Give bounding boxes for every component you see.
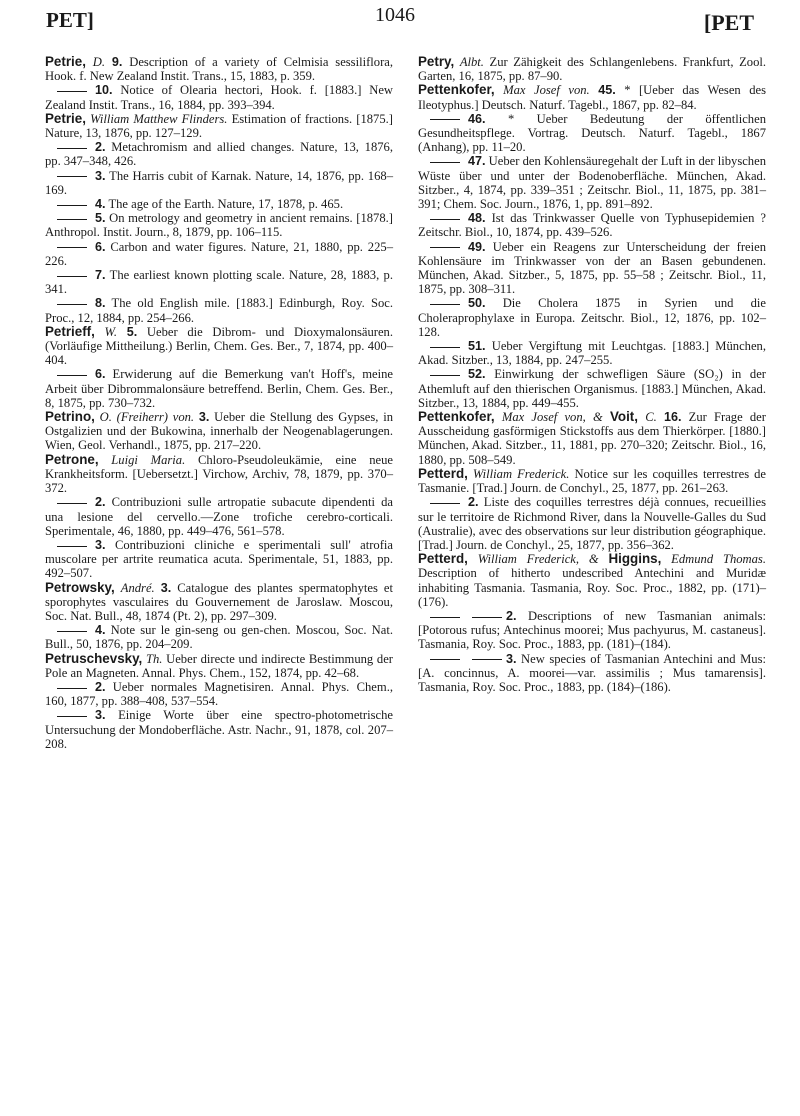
entry-number: 48. <box>468 211 486 226</box>
entry-number: 2. <box>468 495 479 510</box>
bibliography-entry <box>418 367 766 410</box>
entry-number: 5. <box>95 211 106 226</box>
ditto-rule <box>57 631 87 632</box>
bibliography-entry <box>45 495 393 538</box>
author-given-name: William Matthew Flinders. <box>90 111 228 126</box>
ditto-rule <box>430 119 460 120</box>
entry-text: Catalogue des plantes spermatophytes et sporophytes vasculaires du Gouvernement de Jaroslaw. Moscou, Soc. Nat. Bull., 48, 1874 (Pt. 2), pp. 297–309. <box>45 580 393 623</box>
entry-text: Die Cholera 1875 in Syrien und die Choleraprophylaxe in Europa. Zeitschr. Biol., 12, 1876, pp. 102–128. <box>418 296 766 339</box>
entry-number: 2. <box>95 140 106 155</box>
author-name: Petterd, <box>418 465 468 481</box>
ditto-rule <box>430 347 460 348</box>
entry-text: Zur Frage der Ausscheidung gasförmigen Stickstoffs aus dem Thierkörper. [1880.] München, Akad. Sitzber., 11, 1881, pp. 270–320; Zeitschr. Biol., 16, 1880, pp. 508–549. <box>418 410 766 467</box>
entry-number: 4. <box>95 197 106 212</box>
bibliography-entry <box>418 467 766 495</box>
bibliography-entry <box>45 211 393 239</box>
entry-text: Zur Zähigkeit des Schlangenlebens. Frankfurt, Zool. Garten, 16, 1875, pp. 87–90. <box>418 55 767 84</box>
entry-number: 3. <box>198 410 210 425</box>
author-name: Petrieff, <box>45 323 95 339</box>
bibliography-entry <box>418 410 766 467</box>
entry-number: 6. <box>95 367 106 382</box>
author-given-name: André. <box>120 580 155 595</box>
entry-text: New species of Tasmanian Antechini and Mus: [A. concinnus, A. moorei—var. assimilis ; Mus tamarensis]. Tasmania, Roy. Soc. Proc., 1883, pp. (184)–(186). <box>418 651 766 694</box>
bibliography-entry <box>45 240 393 268</box>
bibliography-entry <box>45 140 393 168</box>
entry-text: Erwiderung auf die Bemerkung van't Hoff's, meine Arbeit über Dibrommalonsäure betreffend. Berlin, Chem. Ges. Ber., 8, 1875, pp. 730–732. <box>45 367 393 410</box>
ditto-rule <box>57 176 87 177</box>
entry-text: Einwirkung der schwefligen Säure (SO₂) in der Athemluft auf den thierischen Organismus. [1883.] München, Akad. Sitzber., 13, 1884, pp. 449–455. <box>418 367 766 410</box>
ditto-rule <box>430 219 460 220</box>
entry-text: The old English mile. [1883.] Edinburgh, Roy. Soc. Proc., 12, 1884, pp. 254–266. <box>45 296 394 325</box>
entry-number: 9. <box>111 55 123 69</box>
ditto-rule <box>57 375 87 376</box>
page-number: 1046 <box>375 4 415 26</box>
ditto-rule <box>472 617 502 618</box>
entry-text: Ueber die Dibrom- und Dioxymalonsäuren. (Vorläufige Mittheilung.) Berlin, Chem. Ges. Ber., 7, 1874, pp. 400–404. <box>45 324 394 368</box>
entry-text: Einige Worte über eine spectro-photometrische Untersuchung der Mondoberfläche. Astr. Nachr., 91, 1878, col. 207–208. <box>45 708 393 751</box>
ditto-rule <box>57 91 87 92</box>
bibliography-entry <box>45 112 393 140</box>
author-name: Petrie, <box>45 110 86 126</box>
bibliography-entry <box>418 55 766 83</box>
bibliography-entry <box>418 609 766 652</box>
ditto-rule <box>57 205 87 206</box>
entry-number: 2. <box>95 679 106 694</box>
bibliography-entry <box>45 623 393 651</box>
bibliography-entry <box>418 211 766 239</box>
entry-number: 45. <box>598 83 616 98</box>
entry-number: 3. <box>95 708 106 723</box>
author-given-name: Max Josef von. <box>503 83 590 98</box>
author-given-name: Albt. <box>459 55 484 69</box>
entry-text: Ueber die Stellung des Gypses, in Ostgalizien und der Bukowina, innerhalb der Neogenablagerungen. Wien, Geol. Verhandl., 1875, pp. 217–220. <box>45 410 393 453</box>
entry-number: 52. <box>468 367 486 382</box>
entry-text: Contribuzioni sulle artropatie subacute dipendenti da una lesione del cervello.—Zone trofiche cerebro-corticali. Sperimentale, 46, 1880, pp. 449–476, 561–578. <box>45 495 393 538</box>
entry-text: * Ueber Bedeutung der öffentlichen Gesundheitspflege. Vortrag. Deutsch. Naturf. Tagebl., 1867 (Anhang), pp. 11–20. <box>418 111 766 155</box>
bibliography-entry <box>45 296 393 324</box>
ditto-rule <box>57 688 87 689</box>
entry-number: 4. <box>95 623 106 638</box>
bibliography-entry <box>45 367 393 410</box>
entry-number: 7. <box>95 268 106 283</box>
bibliography-entry <box>45 410 393 453</box>
entry-text: Notice of Olearia hectori, Hook. f. [1883.] New Zealand Instit. Trans., 16, 1884, pp. 393–394. <box>45 83 394 112</box>
bibliography-entry <box>418 339 766 367</box>
coauthor-name: Voit, <box>609 409 638 425</box>
ditto-rule <box>430 617 460 618</box>
bibliography-entry <box>418 83 766 111</box>
entry-text: The Harris cubit of Karnak. Nature, 14, 1876, pp. 168–169. <box>45 168 393 197</box>
entry-text: Metachromism and allied changes. Nature, 13, 1876, pp. 347–348, 426. <box>45 140 393 169</box>
bibliography-entry <box>418 296 766 339</box>
entry-number: 46. <box>468 111 486 126</box>
bibliography-entry <box>45 680 393 708</box>
entry-text: Ueber ein Reagens zur Unterscheidung der freien Kohlensäure im Trinkwasser von der an Basen gebundenen. München, Akad. Sitzber., 5, 1875, pp. 55–58 ; Zeitschr. Biol., 11, 1875, pp. 308–311. <box>418 239 766 297</box>
author-given-name: William Frederick. <box>472 466 570 481</box>
bibliography-entry <box>45 55 393 83</box>
entry-number: 50. <box>468 296 486 311</box>
entry-text: Chloro-Pseudoleukämie, eine neue Krankheitsform. [Uebersetzt.] Virchow, Archiv, 78, 1879, pp. 370–372. <box>45 452 393 496</box>
ditto-rule <box>430 304 460 305</box>
running-head-left: PET] <box>46 8 94 32</box>
author-given-name: Th. <box>145 651 163 666</box>
ditto-rule <box>57 247 87 248</box>
coauthor-name: Higgins, <box>608 551 662 567</box>
ditto-rule <box>430 375 460 376</box>
entry-text: The age of the Earth. Nature, 17, 1878, p. 465. <box>108 197 344 212</box>
entry-text: Ueber den Kohlensäuregehalt der Luft in der libyschen Wüste über und unter der Bodenoberfläche. München, Akad. Sitzber., 4, 1874, pp. 339–351 ; Zeitschr. Biol., 11, 1875, pp. 381–391; Chem. Soc. Journ., 1876, 1, pp. 891–892. <box>418 154 766 212</box>
ditto-rule <box>57 304 87 305</box>
entry-number: 2. <box>506 608 517 623</box>
ditto-rule <box>57 148 87 149</box>
entry-text: Ist das Trinkwasser Quelle von Typhusepidemien ? Zeitschr. Biol., 10, 1874, pp. 439–526. <box>418 211 767 240</box>
entry-number: 47. <box>468 154 486 169</box>
entry-text: Description of hitherto undescribed Antechini and Muridæ inhabiting Tasmania. Tasmania, Roy. Soc. Proc., 1882, pp. (171)–(176). <box>418 566 766 609</box>
entry-number: 3. <box>160 580 172 595</box>
bibliography-entry <box>45 708 393 751</box>
entry-text: Descriptions of new Tasmanian animals: [Potorous rufus; Antechinus moorei; Mus pachyurus, M. castaneus]. Tasmania, Roy. Soc. Proc., 1883, pp. (181)–(184). <box>418 608 766 652</box>
entry-text: Ueber Vergiftung mit Leuchtgas. [1883.] München, Akad. Sitzber., 13, 1884, pp. 247–255. <box>418 339 766 368</box>
author-given-name: Max Josef von, & <box>501 410 610 425</box>
entry-number: 49. <box>468 239 486 254</box>
entry-text: Description of a variety of Celmisia sessiliflora, Hook. f. New Zealand Instit. Trans., 15, 1883, p. 359. <box>45 55 394 84</box>
entry-number: 10. <box>95 83 113 98</box>
bibliography-entry <box>45 197 393 211</box>
entry-text: The earliest known plotting scale. Nature, 28, 1883, p. 341. <box>45 268 394 297</box>
bibliography-entry <box>418 112 766 155</box>
entry-number: 2. <box>95 495 106 510</box>
entry-number: 5. <box>126 324 138 339</box>
author-given-name: D. <box>92 55 106 69</box>
entry-number: 16. <box>663 410 682 425</box>
ditto-rule <box>57 219 87 220</box>
entry-text: * [Ueber das Wesen des Ileotyphus.] Deutsch. Naturf. Tagebl., 1867, pp. 82–84. <box>418 83 766 112</box>
coauthor-given-name: Edmund Thomas. <box>671 552 766 567</box>
author-name: Petterd, <box>418 551 468 567</box>
ditto-rule <box>472 659 502 660</box>
entry-text: Carbon and water figures. Nature, 21, 1880, pp. 225–226. <box>45 239 393 268</box>
entry-number: 51. <box>468 339 486 354</box>
entry-text: Ueber normales Magnetisiren. Annal. Phys. Chem., 160, 1877, pp. 388–408, 537–554. <box>45 679 393 709</box>
entry-text: Estimation of fractions. [1875.] Nature, 13, 1876, pp. 127–129. <box>45 111 393 141</box>
author-given-name: William Frederick, & <box>477 552 609 567</box>
bibliography-entry <box>418 240 766 297</box>
bibliography-entry <box>418 552 766 609</box>
author-given-name: W. <box>104 324 118 339</box>
author-given-name: O. (Freiherr) von. <box>99 410 195 425</box>
ditto-rule <box>57 716 87 717</box>
bibliography-entry <box>45 325 393 368</box>
bibliography-entry <box>418 495 766 552</box>
author-name: Petrone, <box>45 451 99 467</box>
bibliography-entry <box>45 169 393 197</box>
author-name: Pettenkofer, <box>418 409 495 425</box>
entry-text: Note sur le gin-seng ou gen-chen. Moscou, Soc. Nat. Bull., 50, 1876, pp. 204–209. <box>45 623 393 652</box>
bibliography-entry <box>45 652 393 680</box>
left-column <box>45 55 393 751</box>
ditto-rule <box>430 503 460 504</box>
ditto-rule <box>57 546 87 547</box>
entry-text: Liste des coquilles terrestres déjà connues, recueillies sur le territoire de Richmond River, dans la Nouvelle-Galles du Sud (Australie), avec des observations sur leur distribution géographique. [Trad.] Journ. de Conchyl., 25, 1877, pp. 356–362. <box>418 495 766 552</box>
entry-text: On metrology and geometry in ancient remains. [1878.] Anthropol. Instit. Journ., 8, 1879, pp. 106–115. <box>45 211 393 240</box>
right-column <box>418 55 766 694</box>
entry-number: 6. <box>95 239 106 254</box>
entry-number: 8. <box>95 296 106 311</box>
running-head-right: [PET <box>703 10 754 35</box>
ditto-rule <box>57 503 87 504</box>
entry-number: 3. <box>95 168 106 183</box>
author-name: Petrino, <box>45 409 95 425</box>
entry-text: Ueber directe und indirecte Bestimmung der Pole an Magneten. Annal. Phys. Chem., 152, 1874, pp. 42–68. <box>45 651 393 680</box>
entry-number: 3. <box>95 537 106 552</box>
bibliography-entry <box>45 538 393 581</box>
author-name: Petrowsky, <box>45 579 115 595</box>
bibliography-entry <box>418 652 766 695</box>
bibliography-entry <box>45 268 393 296</box>
author-name: Petruschevsky, <box>45 650 143 666</box>
ditto-rule <box>57 276 87 277</box>
bibliography-entry <box>45 453 393 496</box>
bibliography-entry <box>45 83 393 111</box>
ditto-rule <box>430 247 460 248</box>
author-name: Petry, <box>418 54 455 69</box>
bibliography-entry <box>418 154 766 211</box>
ditto-rule <box>430 659 460 660</box>
author-name: Petrie, <box>45 54 86 69</box>
page-header <box>0 0 800 60</box>
author-name: Pettenkofer, <box>418 82 495 98</box>
bibliography-entry <box>45 581 393 624</box>
author-given-name: Luigi Maria. <box>111 452 186 467</box>
entry-number: 3. <box>506 651 517 666</box>
coauthor-given-name: C. <box>645 410 657 425</box>
entry-text: Contribuzioni cliniche e sperimentali sull' atrofia muscolare per artrite reumatica acuta. Sperimentale, 51, 1883, pp. 492–507. <box>45 537 393 581</box>
ditto-rule <box>430 162 460 163</box>
entry-text: Notice sur les coquilles terrestres de Tasmanie. [Trad.] Journ. de Conchyl., 25, 1877, pp. 261–263. <box>418 466 766 496</box>
